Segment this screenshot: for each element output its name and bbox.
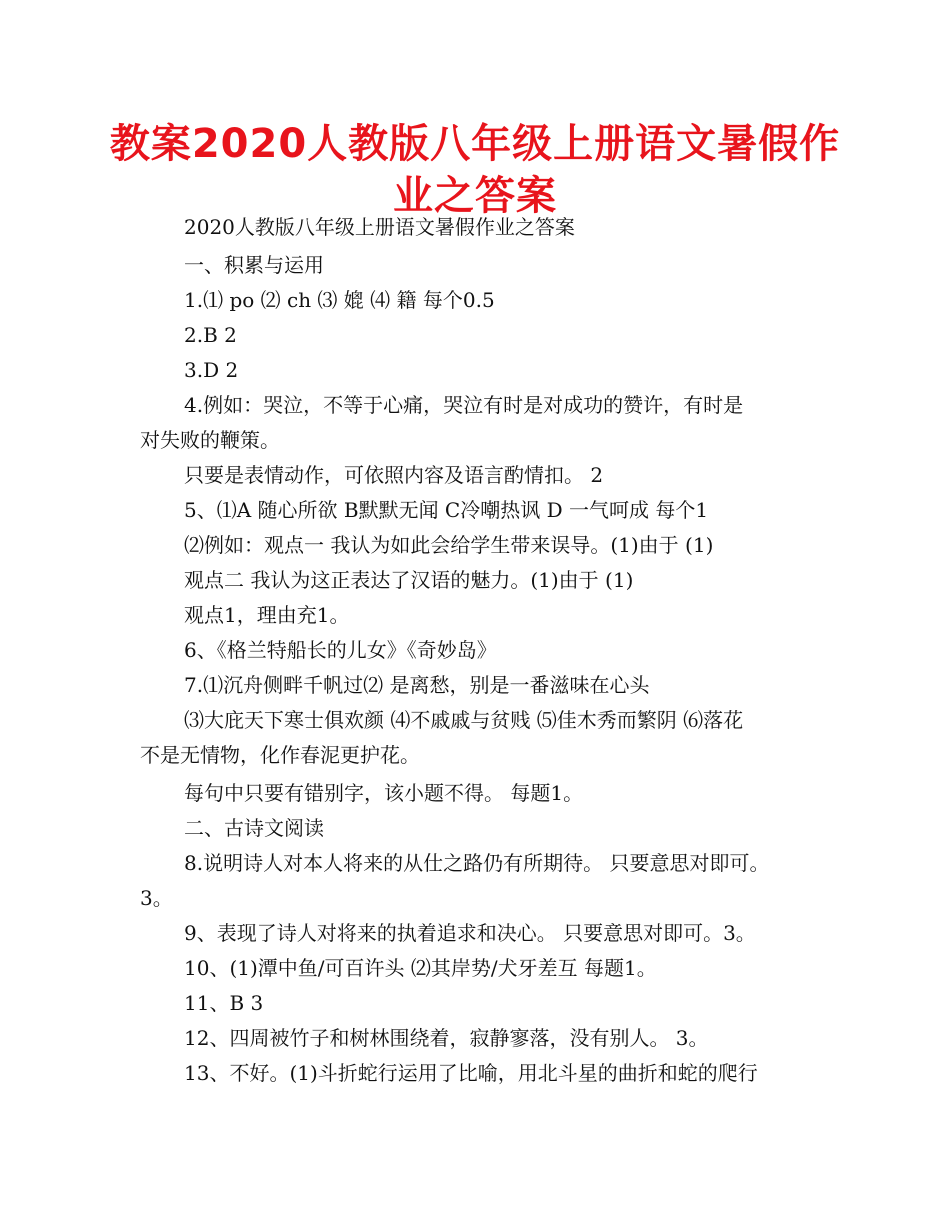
body-line: 11、B 3 xyxy=(184,991,264,1015)
body-line: 1.⑴ po ⑵ ch ⑶ 媲 ⑷ 籍 每个0.5 xyxy=(184,288,495,312)
body-line: 2.B 2 xyxy=(184,323,237,347)
body-line: 只要是表情动作，可依照内容及语言酌情扣。 2 xyxy=(184,463,604,487)
body-line: 2020人教版八年级上册语文暑假作业之答案 xyxy=(184,215,575,239)
body-line: 12、四周被竹子和树林围绕着，寂静寥落，没有别人。 3。 xyxy=(184,1026,709,1050)
body-line: 8.说明诗人对本人将来的从仕之路仍有所期待。 只要意思对即可。 xyxy=(184,851,770,875)
document-title: 教案2020人教版八年级上册语文暑假作业之答案 xyxy=(109,121,841,219)
body-line: 7.⑴沉舟侧畔千帆过⑵ 是离愁，别是一番滋味在心头 xyxy=(184,673,650,697)
body-line: 对失败的鞭策。 xyxy=(140,428,280,452)
body-line: 每句中只要有错别字，该小题不得。 每题1。 xyxy=(184,781,584,805)
body-line: 观点1，理由充1。 xyxy=(184,603,350,627)
section-heading: 一、积累与运用 xyxy=(184,253,324,277)
body-line: ⑵例如：观点一 我认为如此会给学生带来误导。(1)由于 (1) xyxy=(184,533,714,557)
body-line: 10、(1)潭中鱼/可百许头 ⑵其岸势/犬牙差互 每题1。 xyxy=(184,956,657,980)
body-line: 9、表现了诗人对将来的执着追求和决心。 只要意思对即可。3。 xyxy=(184,921,756,945)
body-line: 3。 xyxy=(140,886,173,910)
section-heading: 二、古诗文阅读 xyxy=(184,816,324,840)
body-line: ⑶大庇天下寒士俱欢颜 ⑷不戚戚与贫贱 ⑸佳木秀而繁阴 ⑹落花 xyxy=(184,708,744,732)
body-line: 6、《格兰特船长的儿女》《奇妙岛》 xyxy=(184,638,497,662)
body-line: 13、不好。(1)斗折蛇行运用了比喻，用北斗星的曲折和蛇的爬行 xyxy=(184,1061,758,1085)
body-line: 5、⑴A 随心所欲 B默默无闻 C冷嘲热讽 D 一气呵成 每个1 xyxy=(184,498,709,522)
body-line: 4.例如：哭泣，不等于心痛，哭泣有时是对成功的赞许，有时是 xyxy=(184,393,744,417)
body-line: 不是无情物，化作春泥更护花。 xyxy=(140,743,420,767)
body-line: 观点二 我认为这正表达了汉语的魅力。(1)由于 (1) xyxy=(184,568,634,592)
body-line: 3.D 2 xyxy=(184,358,239,382)
